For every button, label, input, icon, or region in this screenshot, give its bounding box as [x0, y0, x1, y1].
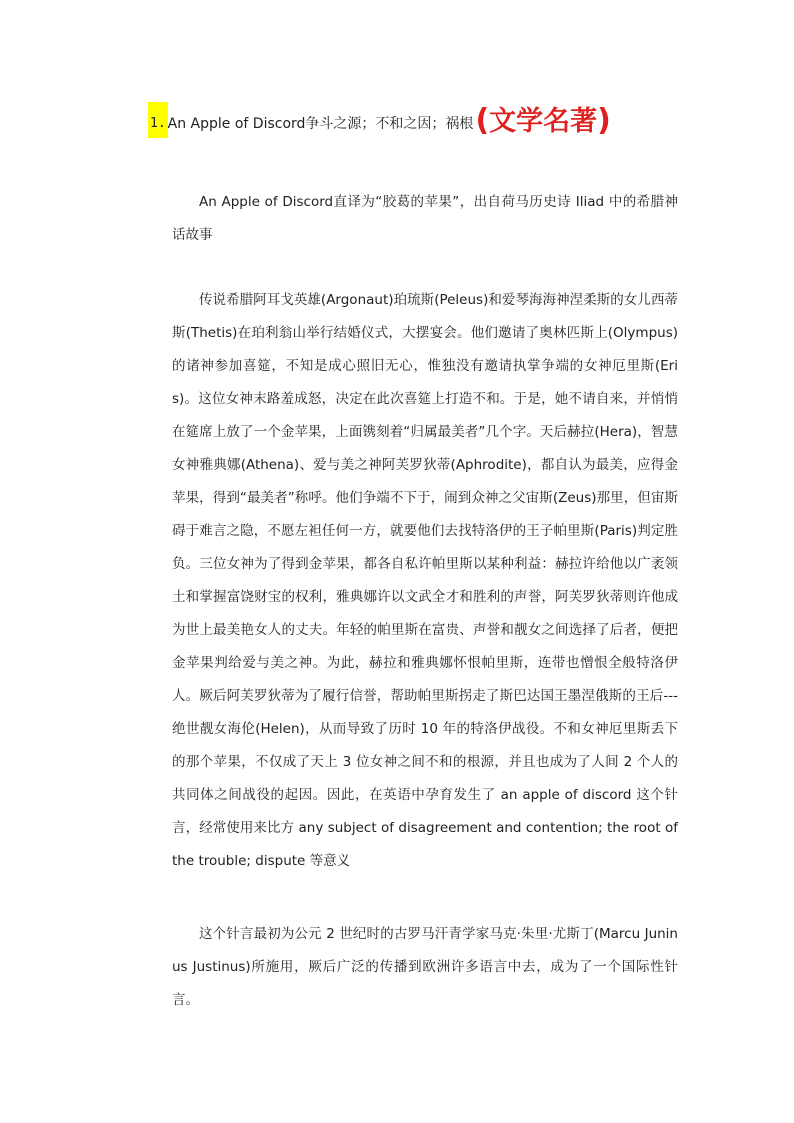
- heading-title: An Apple of Discord争斗之源；不和之因；祸根: [167, 116, 474, 132]
- paragraph-origin: 这个针言最初为公元 2 世纪时的古罗马汗青学家马克·朱里·尤斯丁(Marcu Juninus Justinus)所施用，厥后广泛的传播到欧洲许多语言中去，成为了一个国际性针言。: [172, 925, 678, 1008]
- paragraph-story: 传说希腊阿耳戈英雄(Argonaut)珀琉斯(Peleus)和爱琴海海神涅柔斯的女儿西蒂斯(Thetis)在珀利翁山举行结婚仪式，大摆宴会。他们邀请了奥林匹斯上(Olympus)的诸神参加喜筵，不知是成心照旧无心，惟独没有邀请执掌争端的女神厄里斯(Eris)。这位女神末路羞成怒，决定在此次喜筵上打造不和。于是，她不请自来，并悄悄在筵席上放了一个金苹果，上面镌刻着“归属最美者”几个字。天后赫拉(Hera)，智慧女神雅典娜(Athena)、爱与美之神阿芙罗狄蒂(Aphrodite)，都自认为最美，应得金苹果，得到“最美者”称呼。他们争端不下于，闹到众神之父宙斯(Zeus)那里，但宙斯碍于难言之隐，不愿左袒任何一方，就要他们去找特洛伊的王子帕里斯(Paris)判定胜负。三位女神为了得到金苹果，都各自私许帕里斯以某种利益：赫拉许给他以广袤领土和掌握富饶财宝的权利，雅典娜许以文武全才和胜利的声誉，阿芙罗狄蒂则许他成为世上最美艳女人的丈夫。年轻的帕里斯在富贵、声誉和靓女之间选择了后者，便把金苹果判给爱与美之神。为此，赫拉和雅典娜怀恨帕里斯，连带也憎恨全般特洛伊人。厥后阿芙罗狄蒂为了履行信誉，帮助帕里斯拐走了斯巴达国王墨涅俄斯的王后---绝世靓女海伦(Helen)，从而导致了历时 10 年的特洛伊战役。不和女神厄里斯丢下的那个苹果，不仅成了天上 3 位女神之间不和的根源，并且也成为了人间 2 个人的共同体之间战役的起因。因此，在英语中孕育发生了 an apple of discord 这个针言，经常使用来比方 any subject of disagreement and contention; the root of the trouble; dispute 等意义: [172, 291, 678, 869]
- tag-text: 文学名著: [489, 106, 598, 137]
- heading-number: 1.: [148, 102, 168, 138]
- paragraph-intro: An Apple of Discord直译为“胶葛的苹果”，出自荷马历史诗 Iliad 中的希腊神话故事: [172, 193, 678, 243]
- tag-open-paren: (: [475, 103, 490, 138]
- heading-tag: [475, 105, 610, 138]
- tag-close-paren: ): [597, 103, 611, 138]
- section-heading: [148, 98, 668, 138]
